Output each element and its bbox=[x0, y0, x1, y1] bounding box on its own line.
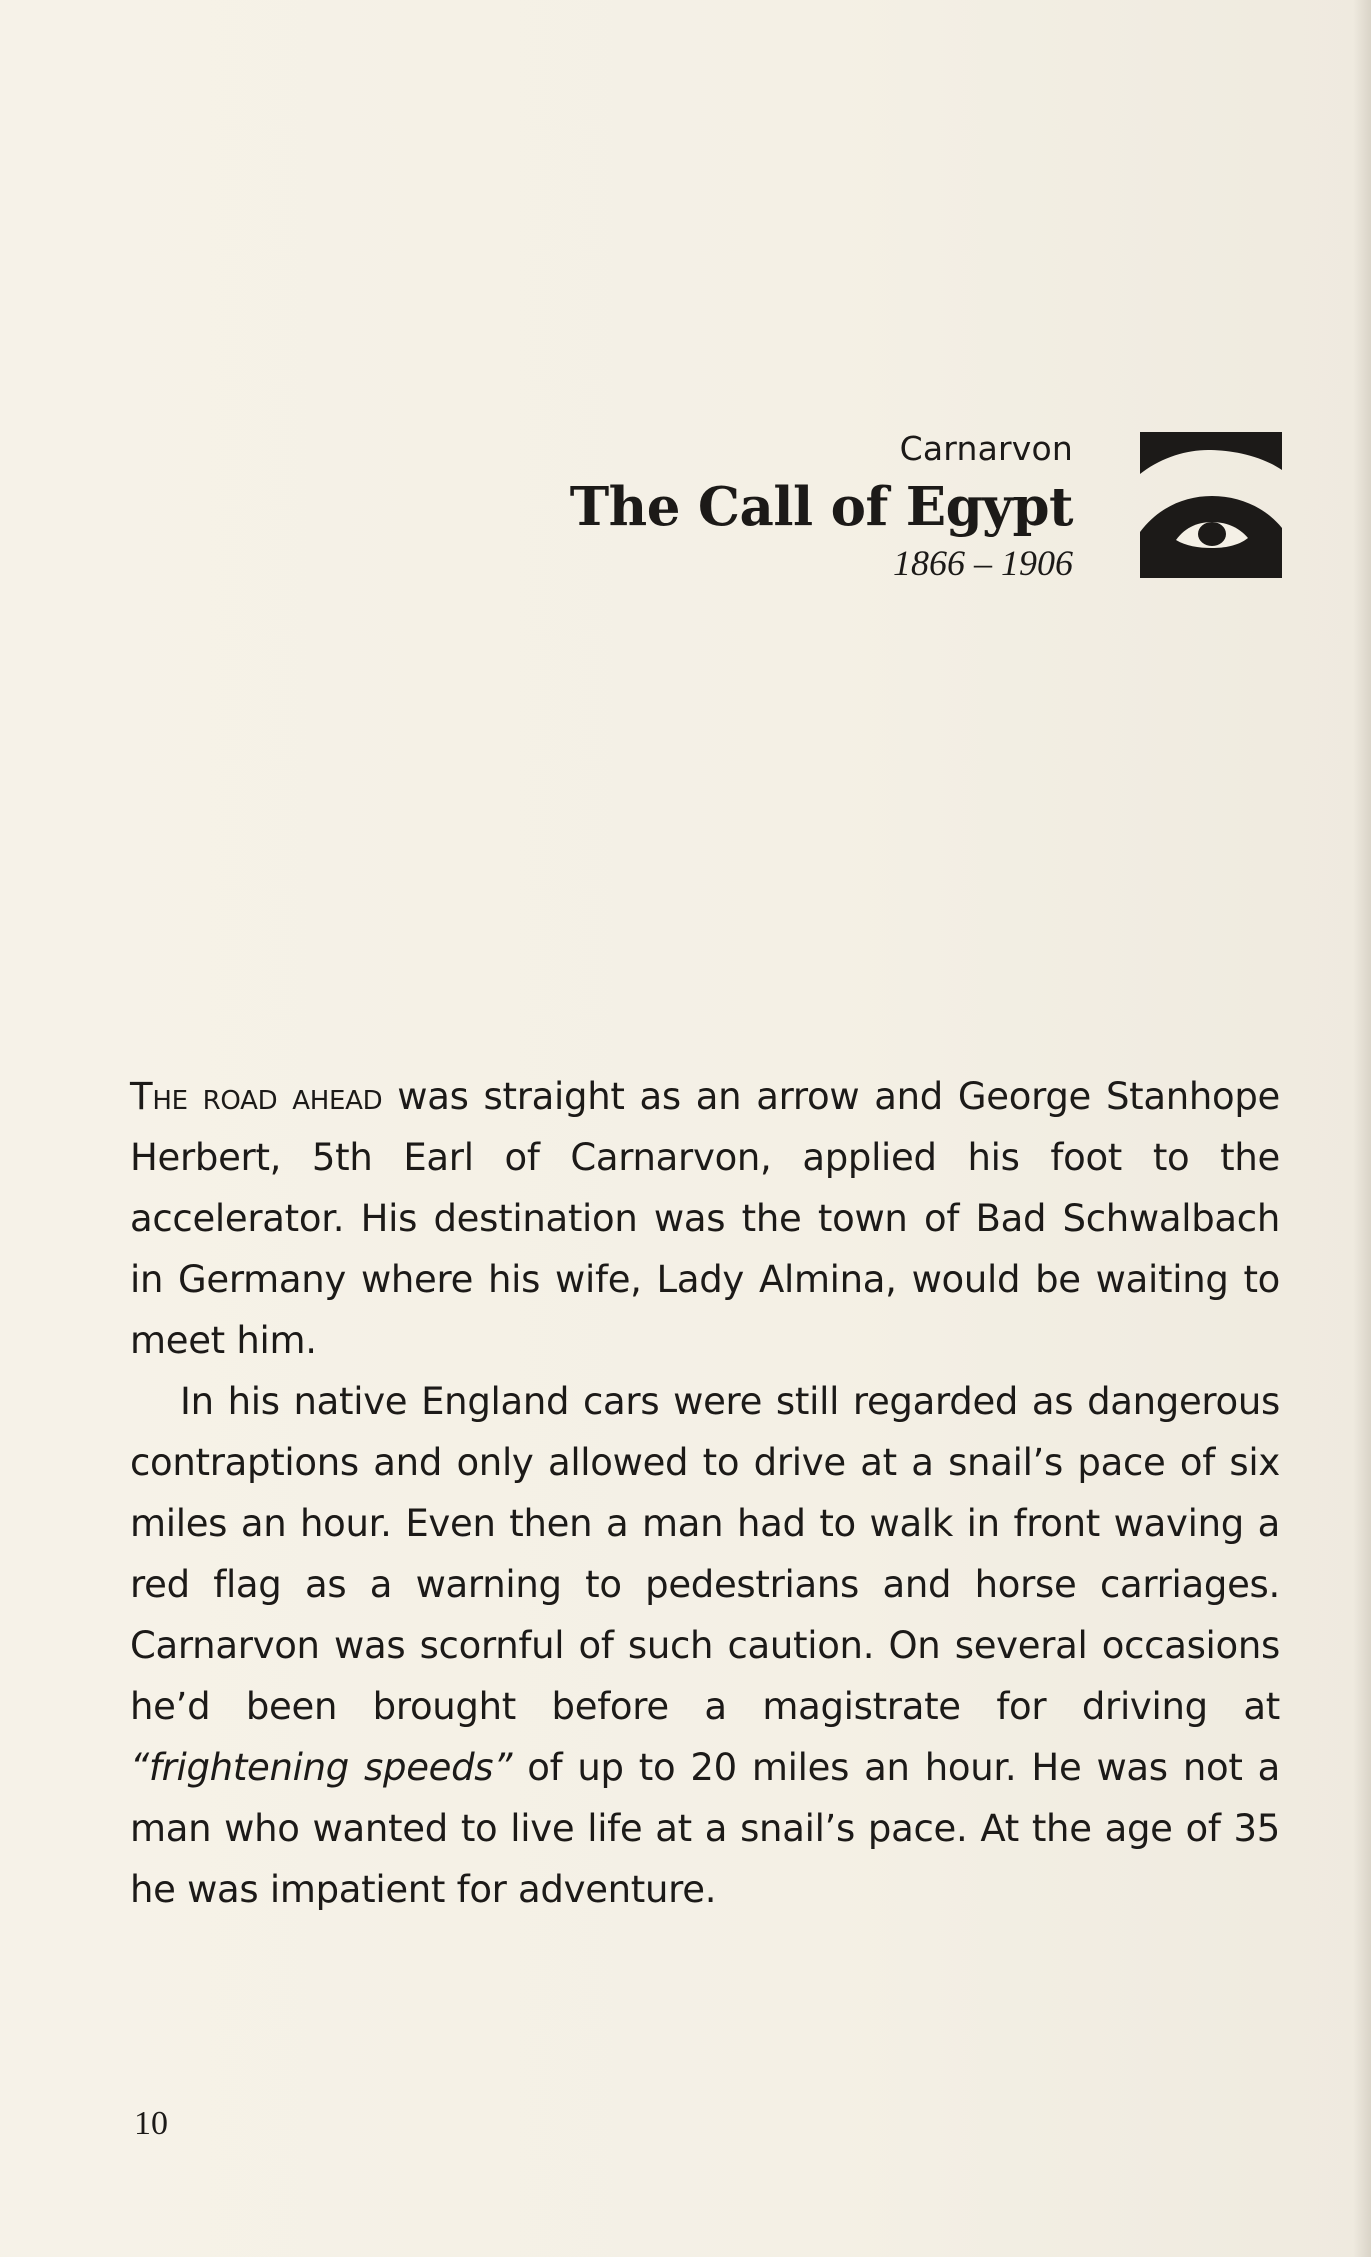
leadin-cap: T bbox=[130, 1075, 153, 1118]
chapter-dates: 1866 – 1906 bbox=[893, 543, 1073, 583]
leadin-smallcaps: he road ahead bbox=[152, 1075, 383, 1118]
paragraph-2 bbox=[130, 1371, 1280, 1920]
paragraph-1-text: was straight as an arrow and George Stanhope Herbert, 5th Earl of Carnarvon, applied his foot to the accelerator. His destination was the town of Bad Schwalbach in Germany where his wife, Lady Almina, would be waiting to meet him. bbox=[130, 1075, 1280, 1362]
paragraph-1 bbox=[130, 1066, 1280, 1371]
chapter-title: The Call of Egypt bbox=[569, 476, 1073, 538]
paragraph-2-text-before: In his native England cars were still regarded as dangerous contraptions and only allowed to drive at a snail’s pace of six miles an hour. Even then a man had to walk in front waving a red flag as a warning to pedestrians and horse carriages. Carnarvon was scornful of such caution. On several occasions he’d been brought before a magistrate for driving at bbox=[130, 1380, 1280, 1728]
paragraph-2-text-after: of up to 20 miles an hour. He was not a man who wanted to live life at a snail’s pace. At the age of 35 he was impatient for adventure. bbox=[130, 1746, 1280, 1911]
page-edge-shadow bbox=[1353, 0, 1371, 2257]
egyptian-eye-emblem-icon bbox=[1138, 428, 1284, 578]
chapter-header bbox=[570, 424, 1073, 586]
body-text bbox=[130, 1066, 1280, 1920]
page-number: 10 bbox=[134, 2105, 168, 2142]
paragraph-2-quote: “frightening speeds” bbox=[130, 1746, 513, 1789]
chapter-kicker: Carnarvon bbox=[899, 429, 1073, 468]
